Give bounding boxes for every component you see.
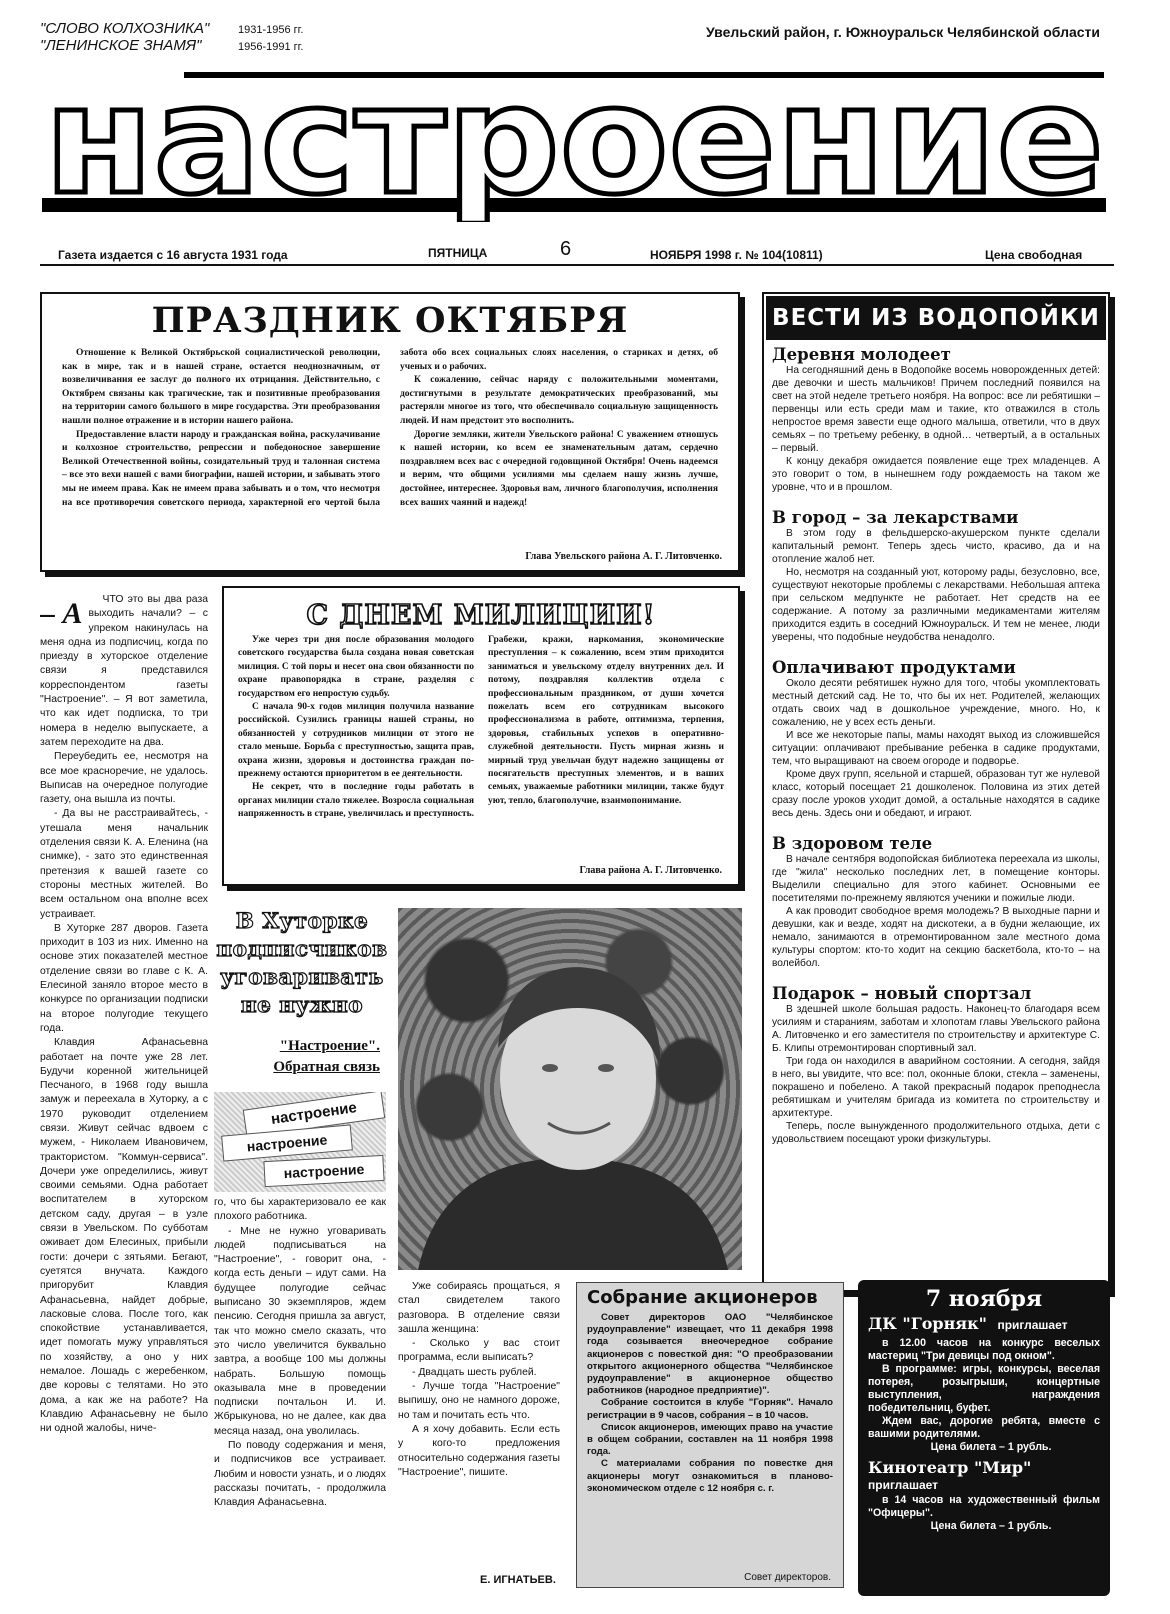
story-paragraph: Переубедить ее, несмотря на все мое красноречие, не удалось. Выписав на очередное полугодие газету, она вышла из почты.: [40, 751, 208, 806]
holiday-text: [62, 347, 718, 547]
region-line: Увельский район, г. Южноуральск Челябинской области: [705, 24, 1100, 40]
cinema-verb: приглашает: [868, 1478, 939, 1492]
vesti-content: [772, 345, 1100, 1146]
portrait-photo: [398, 908, 742, 1270]
dk-paragraph: Ждем вас, дорогие ребята, вместе с вашими родителями.: [868, 1415, 1100, 1440]
cinema-paragraph: Цена билета – 1 рубль.: [930, 1520, 1052, 1532]
vesti-paragraph: На сегодняшний день в Водопойке восемь новорожденных детей: две девочки и шесть мальчиков! Причем последний появился на свет на этой неделе третьего ноября. На вопрос: все ли ребятишки – первенцы или есть среди мам и такие, кто отважился в столь непростое время завести еще одного малыша, ответили, что в двух семьях – по третьему ребенку, в одной… четвертый, а в остальных – первый.: [772, 365, 1100, 454]
former-years-2: 1956-1991 гг.: [238, 41, 304, 53]
vesti-paragraph: Но, несмотря на созданный уют, которому рады, безусловно, все, существуют некоторые проблемы с лекарствами. Небольшая аптека при сельском медпункте не работает. Нет средств на ее содержание. А потому за различными медикаментами жителям приходится ездить в соседний Южноуральск. И тем не менее, люди уверены, что подобные неудобства ненадолго.: [772, 567, 1100, 643]
story-rubric: "Настроение". Обратная связь: [273, 1038, 380, 1075]
vesti-section-title: Деревня молодеет: [772, 345, 951, 364]
shareholders-text: [587, 1312, 833, 1495]
militia-paragraph: Уже через три дня после образования молодого советского государства была создана новая советская милиция. С той поры и несет она свои обязанности по охране правопорядка в стране, разделяя с государством его непростую судьбу.: [238, 635, 474, 699]
vesti-paragraph: И все же некоторые папы, мамы находят выход из сложившейся ситуации: оплачивают пребывание ребенка в садике продуктами, тем, что выращивают на своем огороде и подворье.: [772, 730, 1100, 767]
vesti-paragraph: Около десяти ребятишек нужно для того, чтобы укомплектовать местный детский сад. Не то, что бы их нет. Родителей, желающих отдать своих чад в дошкольное учреждение, много. Но, к сожалению, не у всех есть деньги.: [772, 678, 1100, 728]
story-paragraph: В Хуторке 287 дворов. Газета приходит в 103 из них. Именно на основе этих показателей местное отделение связи во главе с К. А. Елесиной заняло второе место в конкурсе по организации подписки на второе полугодие текущего года.: [40, 922, 208, 1034]
dk-text: [868, 1337, 1100, 1454]
vesti-section-title: В город – за лекарствами: [772, 508, 1019, 527]
newspaper-clipping-image: [214, 1092, 386, 1192]
clipping-logo-3: настроение: [283, 1160, 365, 1182]
events-box: [858, 1280, 1110, 1596]
holiday-paragraph: Дорогие земляки, жители Увельского района! С уважением отношусь к нашей истории, ко всем ее знаменательным датам, сердечно поздравляем всех вас с очередной годовщиной Октября! Очень надеемся и верим, что общими усилиями мы сделаем нашу жизнь лучше, достойнее, интереснее. Здоровья вам, личного благополучия, исполнения всех ваших чаяний и надежд!: [400, 429, 718, 508]
holiday-signature: Глава Увельского района А. Г. Литовченко.: [525, 551, 722, 562]
dk-paragraph: В программе: игры, конкурсы, веселая потерея, розыгрыши, концертные выступления, награждения победительниц, буфет.: [868, 1363, 1100, 1414]
issue-number: НОЯБРЯ 1998 г. № 104(10811): [650, 248, 823, 262]
shareholders-box: [576, 1282, 844, 1588]
clipping-logo-1: настроение: [269, 1099, 358, 1128]
story-paragraph: - Мне не нужно уговаривать людей подписываться на "Настроение", - говорит она, - когда есть деньги – идут сами. На будущее полугодие сейчас выписано 30 экземпляров, ждем пенсию. Сегодня пришла за август, так что можно смело сказать, что это число увеличится буквально завтра, а вообще 100 мы должны набрать. Большую помощь оказывала мне в проведении подписки почтальон И. И. Жбрыкунова, но не далее, как два месяца назад, она уволилась.: [214, 1225, 386, 1437]
clipping-logo-2: настроение: [246, 1131, 328, 1155]
vesti-paragraph: К концу декабря ожидается появление еще трех младенцев. А это говорит о том, в нынешнем году рождаемость на таком же уровне, что и в прошлом.: [772, 456, 1100, 493]
since-line: Газета издается с 16 августа 1931 года: [58, 248, 288, 262]
story-headline: [212, 908, 392, 1020]
shareholders-paragraph: Собрание состоится в клубе "Горняк". Начало регистрации в 9 часов, собрания – в 10 часов.: [587, 1397, 833, 1421]
cinema-paragraph: в 14 часов на художественный фильм "Офицеры".: [868, 1494, 1100, 1519]
story-paragraph: - Сколько у вас стоит программа, если выписать?: [398, 1338, 560, 1364]
clipping-sheet: [221, 1124, 353, 1161]
cinema-header: [868, 1458, 1100, 1492]
story-paragraph: го, что бы характеризовало ее как плохого работника.: [214, 1197, 386, 1223]
story-paragraph: А я хочу добавить. Если есть у кого-то предложения относительно содержания газеты "Настроение", пишите.: [398, 1423, 560, 1478]
dk-paragraph: в 12.00 часов на конкурс веселых мастериц "Три девицы под окном".: [868, 1337, 1100, 1362]
portrait-figure: [398, 908, 742, 1270]
dk-paragraph: Цена билета – 1 рубль.: [930, 1441, 1052, 1453]
shareholders-paragraph: С материалами собрания по повестке дня акционеры могут ознакомиться в планово-экономическом отделе с 12 ноября с. г.: [587, 1458, 833, 1494]
story-column-2: [214, 1196, 386, 1586]
dk-name: ДК "Горняк": [868, 1314, 988, 1333]
former-years: [238, 22, 303, 56]
holiday-title: ПРАЗДНИК ОКТЯБРЯ: [151, 300, 629, 341]
vesti-paragraph: В здешней школе большая радость. Наконец-то благодаря всем усилиям и стараниям, заботам и хлопотам главы Увельского района А. Литовченко и его заместителя по строительству и архитектуре С. Б. Клипы отремонтирован спортивный зал.: [772, 1004, 1100, 1054]
vesti-section: [772, 345, 1100, 494]
story-dropcap: – А: [40, 597, 83, 630]
shareholders-title: Собрание акционеров: [587, 1287, 818, 1308]
story-paragraph: - Двадцать шесть рублей.: [412, 1366, 537, 1378]
militia-box: [222, 586, 740, 886]
story-paragraph: - Да вы не расстраивайтесь, - утешала меня начальник отделения связи К. А. Еленина (на снимке), - зато это единственная претензия к вашей газете со стороны местных жителей. Во всем остальном она вполне всех устраивает.: [40, 808, 208, 920]
story-paragraph: ЧТО это вы два раза выходить начали? – с упреком накинулась на меня одна из подписчиц, когда по приезду в хуторское отделение связи я представился корреспондентом газеты "Настроение". – Я вот заметила, что как идет подписка, то три номера в неделю выпускаете, а затем переходите на два.: [40, 594, 208, 748]
holiday-paragraph: Предоставление власти народу и гражданская война, раскулачивание и колхозное строительство, репрессии и победоносное завершение Великой Отечественной войны, созидательный труд и талонная система – все это вехи нашей с вами биографии, нашей истории, и забывать этого мы не имеем права. Как не имеем права забывать и о том, что несмотря на все противоречия советского периода, характерной его чертой была забота обо всех социальных слоях населения, о стариках и детях, об ученых и о рабочих.: [62, 348, 718, 508]
militia-title-art: [241, 592, 721, 634]
logo-art: [34, 52, 1114, 222]
vesti-section: [772, 658, 1100, 820]
story-column-3: [398, 1280, 560, 1520]
holiday-paragraph: К сожалению, сейчас наряду с положительными моментами, достигнутыми в результате демократических преобразований, мы растеряли многое из того, что обеспечивало социальную защищенность людей. И нам предстоит это восполнить.: [400, 375, 718, 426]
former-name-1: "СЛОВО КОЛХОЗНИКА": [40, 20, 210, 37]
vesti-section: [772, 834, 1100, 970]
story-headline-text: В Хуторке подписчиков уговаривать не нужно: [216, 909, 388, 1018]
clipping-sheet: [263, 1155, 384, 1187]
newspaper-logo: [34, 52, 1114, 222]
vesti-paragraph: Три года он находился в аварийном состоянии. А сегодня, зайдя в него, вы увидите, что все: пол, оконные блоки, стекла – заменены, покрашено и побелено. А такой прекрасный подарок преподнесла ребятишкам и учителям бригада из комитета по строительству и архитектуре.: [772, 1056, 1100, 1119]
cinema-name: Кинотеатр "Мир": [868, 1458, 1032, 1477]
story-paragraph: - Лучше тогда "Настроение" выпишу, оно не намного дороже, но там и почитать есть что.: [398, 1381, 560, 1421]
shareholders-paragraph: Совет директоров ОАО "Челябинское рудоуправление" извещает, что 11 декабря 1998 года созывается внеочередное собрание акционеров с повесткой дня: "О преобразовании открытого акционерного общества "Челябинское рудоуправление" в акционерное общество работников (народное предприятие)".: [587, 1312, 833, 1397]
holiday-box: [40, 292, 740, 572]
shareholders-paragraph: Список акционеров, имеющих право на участие в общем собрании, составлен на 11 ноября 1998 года.: [587, 1421, 833, 1458]
militia-text: [238, 634, 724, 856]
story-column-1: [40, 593, 208, 1583]
militia-paragraph: Не секрет, что в последние годы работать в органах милиции стало тяжелее. Возросла социальная напряженность в стране, увеличилась и преступность. Грабежи, кражи, наркомания, экономические преступления – к сожалению, всем этим приходится заниматься и увельскому отделу внутренних дел. И потому, поздравляя коллектив отдела с профессиональным праздником, от души хочется пожелать всем его сотрудникам высокого профессионализма в работе, оптимизма, терпения, здоровья, стабильных успехов в оперативно-служебной деятельности. Пусть мирная жизнь и мирный труд увельчан будут надежно защищены от посягательств преступных элементов, и в ваших семьях, уважаемые работники милиции, также будут уют, тепло, благополучие, взаимопонимание.: [238, 635, 724, 820]
vesti-box: [762, 292, 1110, 1292]
weekday: ПЯТНИЦА: [428, 246, 488, 260]
vesti-paragraph: А как проводит свободное время молодежь? В выходные парни и девушки, как и везде, ходят на дискотеки, а в будни желающие, их немало, занимаются в отремонтированном зале местного дома культуры спортом: кто-то ходит на секцию баскетбола, кто-то – на волейбол.: [772, 906, 1100, 969]
former-name-2: "ЛЕНИНСКОЕ ЗНАМЯ": [40, 37, 202, 54]
militia-paragraph: С начала 90-х годов милиция получила название российской. Сузились границы нашей страны, но обязанностей у сотрудников милиции от этого не стало меньше. Борьба с преступностью, защита прав, охрана жизни, здоровья и достоинства граждан по-прежнему остаются приоритетом в ее деятельности.: [238, 702, 474, 780]
shareholders-signature: Совет директоров.: [744, 1572, 831, 1583]
story-author: Е. ИГНАТЬЕВ.: [480, 1574, 556, 1586]
logo-text: настроение: [44, 54, 1104, 222]
price: Цена свободная: [985, 248, 1083, 262]
holiday-paragraph: Отношение к Великой Октябрьской социалистической революции, как в мире, так и в нашей стране, остается неоднозначным, от возвеличивания ее заслуг до полного их отрицания. Действительно, с Октябрем связаны как трагические, так и позитивные преобразования на территории самого большого в мире государства. Эти преобразования нашли полное отражение и в истории нашего района.: [62, 348, 380, 426]
story-paragraph: Уже собираясь прощаться, я стал свидетелем такого разговора. В отделение связи зашла женщина:: [398, 1281, 560, 1335]
cinema-text: [868, 1494, 1100, 1533]
militia-title-text: С ДНЕМ МИЛИЦИИ!: [306, 600, 656, 631]
dk-header: [868, 1314, 1100, 1335]
vesti-section-title: Оплачивают продуктами: [772, 658, 1016, 677]
dk-verb: приглашает: [997, 1318, 1068, 1332]
events-date: 7 ноября: [925, 1286, 1043, 1312]
militia-signature: Глава района А. Г. Литовченко.: [579, 865, 722, 876]
day-number: 6: [560, 238, 572, 260]
vesti-paragraph: Теперь, после вынужденного продолжительного отдыха, дети с удовольствием посещают уроки физкультуры.: [772, 1121, 1100, 1145]
vesti-section: [772, 984, 1100, 1146]
vesti-paragraph: В этом году в фельдшерско-акушерском пункте сделали капитальный ремонт. Теперь здесь чисто, красиво, да и на отопление жалоб нет.: [772, 528, 1100, 565]
dateline: [40, 238, 1114, 266]
former-names: [40, 20, 230, 54]
story-paragraph: По поводу содержания и меня, и подписчиков все устраивает. Любим и новости узнать, и о людях рассказы почитать, - продолжила Клавдия Афанасьевна.: [214, 1440, 386, 1509]
former-years-1: 1931-1956 гг.: [238, 24, 304, 36]
militia-title: [238, 592, 724, 634]
vesti-section-title: В здоровом теле: [772, 834, 933, 853]
vesti-paragraph: Кроме двух групп, ясельной и старшей, образован тут же нулевой класс, который посещает 21 дошколенок. Половина из этих детей сразу после уроков уходит домой, а остальные находятся в садике весь день. Здесь они и обедают, и играют.: [772, 769, 1100, 819]
vesti-banner-text: ВЕСТИ ИЗ ВОДОПОЙКИ: [772, 305, 1100, 331]
vesti-section: [772, 508, 1100, 644]
story-paragraph: Клавдия Афанасьевна работает на почте уже 28 лет. Будучи коренной жительницей Песчаного, в 1968 году вышла замуж и переехала в Хуторку, а с 1970 руководит отделением связи. Живут сейчас вдвоем с мужем, - Николаем Ивановичем, трактористом. "Коммун-сервиса". Дочери уже определились, живут своими семьями. Одна работает воспитателем в хуторском детском саду, другая – в узле связи в Увельском. По субботам оживает дом Елесиных, прибыли гости: дочери с зятьями. Бегают, суетятся внучата. Каждого пригорубит Клавдия Афанасьевна, найдет добрые, ласковые слова. После того, как спокойствие устанавливается, идет помогать мужу управляться по хозяйству, а оно у них немалое. Лошадь с жеребенком, две коровы с телятами. Но это дома, а как же на работе? На Клавдию Афанасьевну не было ни одной жалобы, ниче-: [40, 1037, 208, 1435]
vesti-banner: [766, 296, 1106, 340]
vesti-section-title: Подарок – новый спортзал: [772, 984, 1032, 1003]
vesti-paragraph: В начале сентября водопойская библиотека переехала из школы, где "жила" несколько последних лет, в помещение конторы. Выделили специально для этого кабинет. Основными ее посетителями по-прежнему являются ученики и пожилые люди.: [772, 854, 1100, 904]
